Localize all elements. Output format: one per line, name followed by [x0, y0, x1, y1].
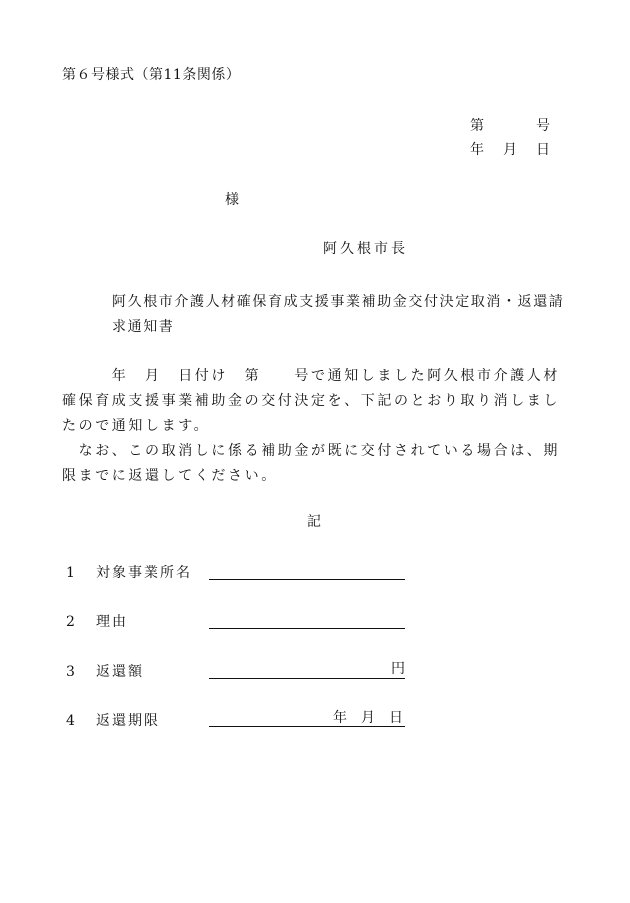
- item-refund-amount: [66, 663, 144, 681]
- note-label: 記: [307, 514, 321, 530]
- document-date-day: 日: [536, 142, 550, 158]
- addressee-suffix: 様: [225, 192, 239, 208]
- body-paragraph-2: なお、この取消しに係る補助金が既に交付されている場合は、期限までに返還してください。: [62, 443, 560, 484]
- body-text: [62, 364, 570, 489]
- item-label: 対象事業所名: [96, 565, 192, 581]
- refund-amount-field[interactable]: [209, 660, 405, 679]
- refund-deadline-field[interactable]: [209, 709, 405, 727]
- item-refund-deadline: [66, 712, 160, 730]
- body-paragraph-1: 年 月 日付け 第 号で通知しました阿久根市介護人材確保育成支援事業補助金の交付決定を、下記のとおり取り消しましたので通知します。: [62, 368, 560, 434]
- yen-unit: 円: [391, 661, 405, 677]
- deadline-month: 月: [361, 710, 375, 726]
- form-number: 第６号様式（第11条関係）: [62, 67, 241, 83]
- item-label: 理由: [96, 614, 128, 630]
- item-number: 4: [66, 713, 75, 729]
- business-name-field[interactable]: [209, 561, 405, 580]
- document-date-year: 年: [470, 142, 484, 158]
- item-reason: [66, 613, 128, 631]
- document-number: [470, 117, 550, 135]
- item-label: 返還期限: [96, 713, 160, 729]
- item-number: 3: [66, 664, 75, 680]
- document-date: [470, 141, 550, 159]
- document-date-month: 月: [503, 142, 517, 158]
- item-number: 2: [66, 614, 75, 630]
- document-number-suffix: 号: [536, 118, 550, 134]
- issuer: 阿久根市長: [323, 241, 408, 257]
- deadline-day: 日: [389, 710, 403, 726]
- item-business-name: [66, 564, 192, 582]
- item-label: 返還額: [96, 664, 144, 680]
- deadline-year: 年: [333, 710, 347, 726]
- document-title: 阿久根市介護人材確保育成支援事業補助金交付決定取消・返還請求通知書: [112, 294, 565, 335]
- reason-field[interactable]: [209, 610, 405, 629]
- item-number: 1: [66, 565, 75, 581]
- document-number-prefix: 第: [470, 118, 484, 134]
